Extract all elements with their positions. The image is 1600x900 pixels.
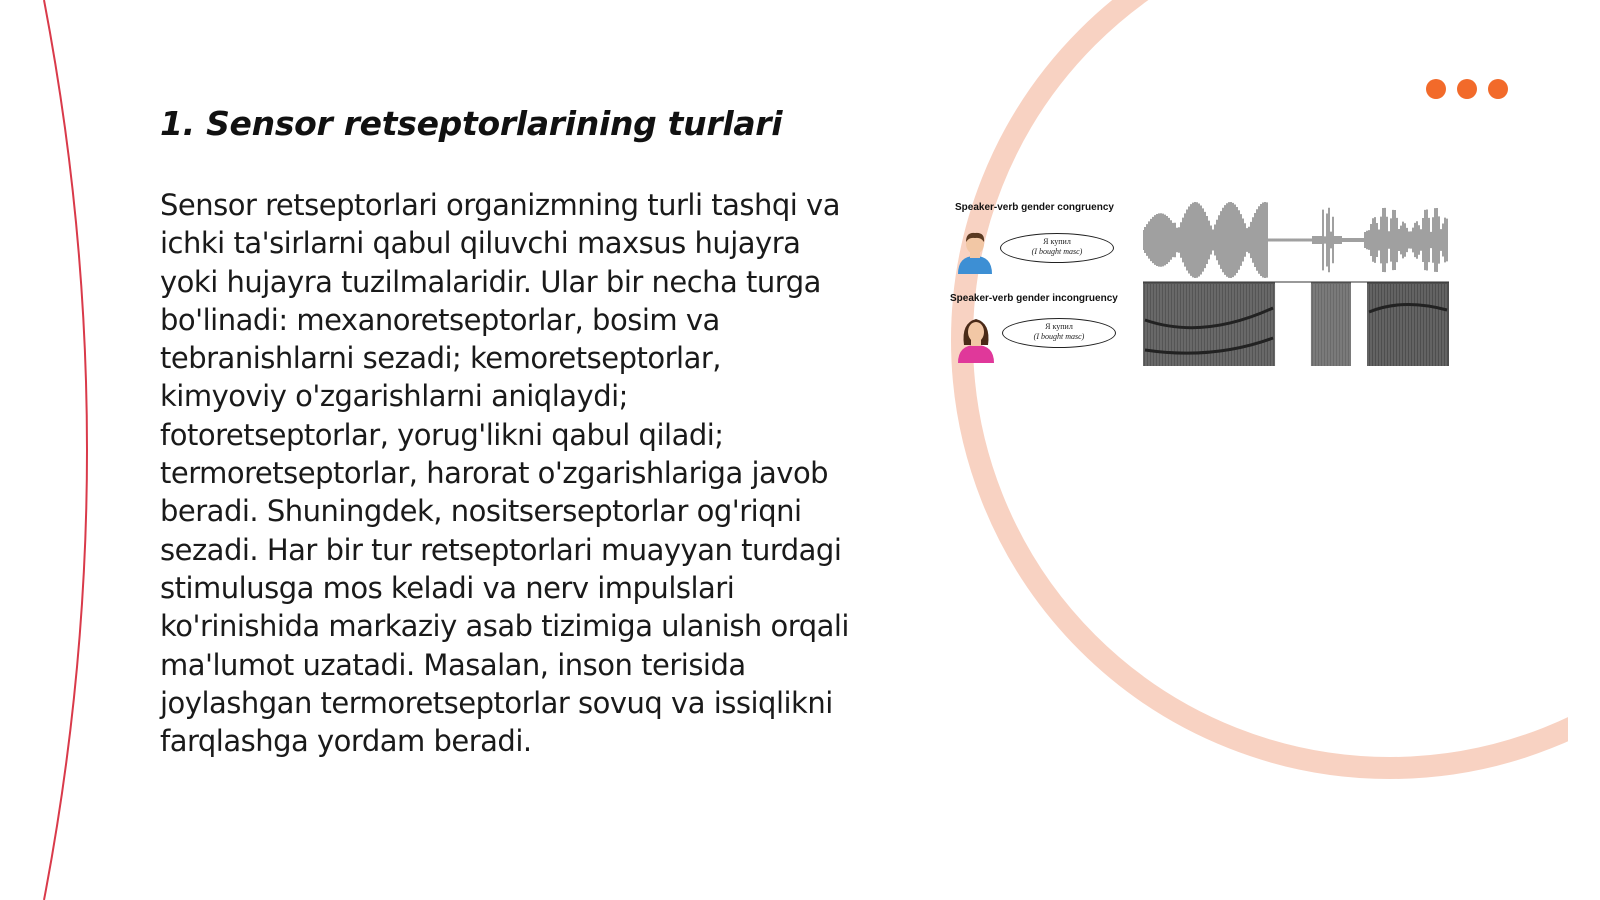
speech-bubble-congruent: Я купил (I bought masc) xyxy=(1000,233,1114,263)
female-speaker-icon xyxy=(956,315,996,363)
slide-title: 1. Sensor retseptorlarining turlari xyxy=(160,104,783,143)
peach-arc xyxy=(962,0,1600,768)
dot-icon xyxy=(1457,79,1477,99)
audio-waveform xyxy=(1143,202,1447,278)
dot-icon xyxy=(1488,79,1508,99)
menu-dots xyxy=(1426,79,1508,99)
speech-bubble-incongruent: Я купил (I bought masc) xyxy=(1002,318,1116,348)
incongruency-label: Speaker-verb gender incongruency xyxy=(950,293,1118,304)
male-speaker-icon xyxy=(956,230,994,274)
speech-figure xyxy=(950,200,1450,375)
dot-icon xyxy=(1426,79,1446,99)
waveform-spectrogram xyxy=(1143,200,1449,370)
slide-paragraph: Sensor retseptorlari organizmning turli tashqi va ichki ta'sirlarni qabul qiluvchi maxsus hujayra yoki hujayra tuzilmalaridir. Ular bir necha turga bo'linadi: mexanoretseptorlar, bosim va tebranishlarni sezadi; kemoretseptorlar, kimyoviy o'zgarishlarni aniqlaydi; fotoretseptorlar, yorug'likni qabul qiladi; termoretseptorlar, harorat o'zgarishlariga javob beradi. Shuningdek, nositserseptorlar og'riqni sezadi. Har bir tur retseptorlari muayyan turdagi stimulusga mos keladi va nerv impulslari ko'rinishida markaziy asab tizimiga ulanish orqali ma'lumot uzatadi. Masalan, inson terisida joylashgan termoretseptorlar sovuq va issiqlikni farqlashga yordam beradi. xyxy=(160,188,849,759)
spectrogram xyxy=(1143,282,1449,366)
congruency-label: Speaker-verb gender congruency xyxy=(955,202,1114,213)
left-curve-line xyxy=(44,0,87,900)
